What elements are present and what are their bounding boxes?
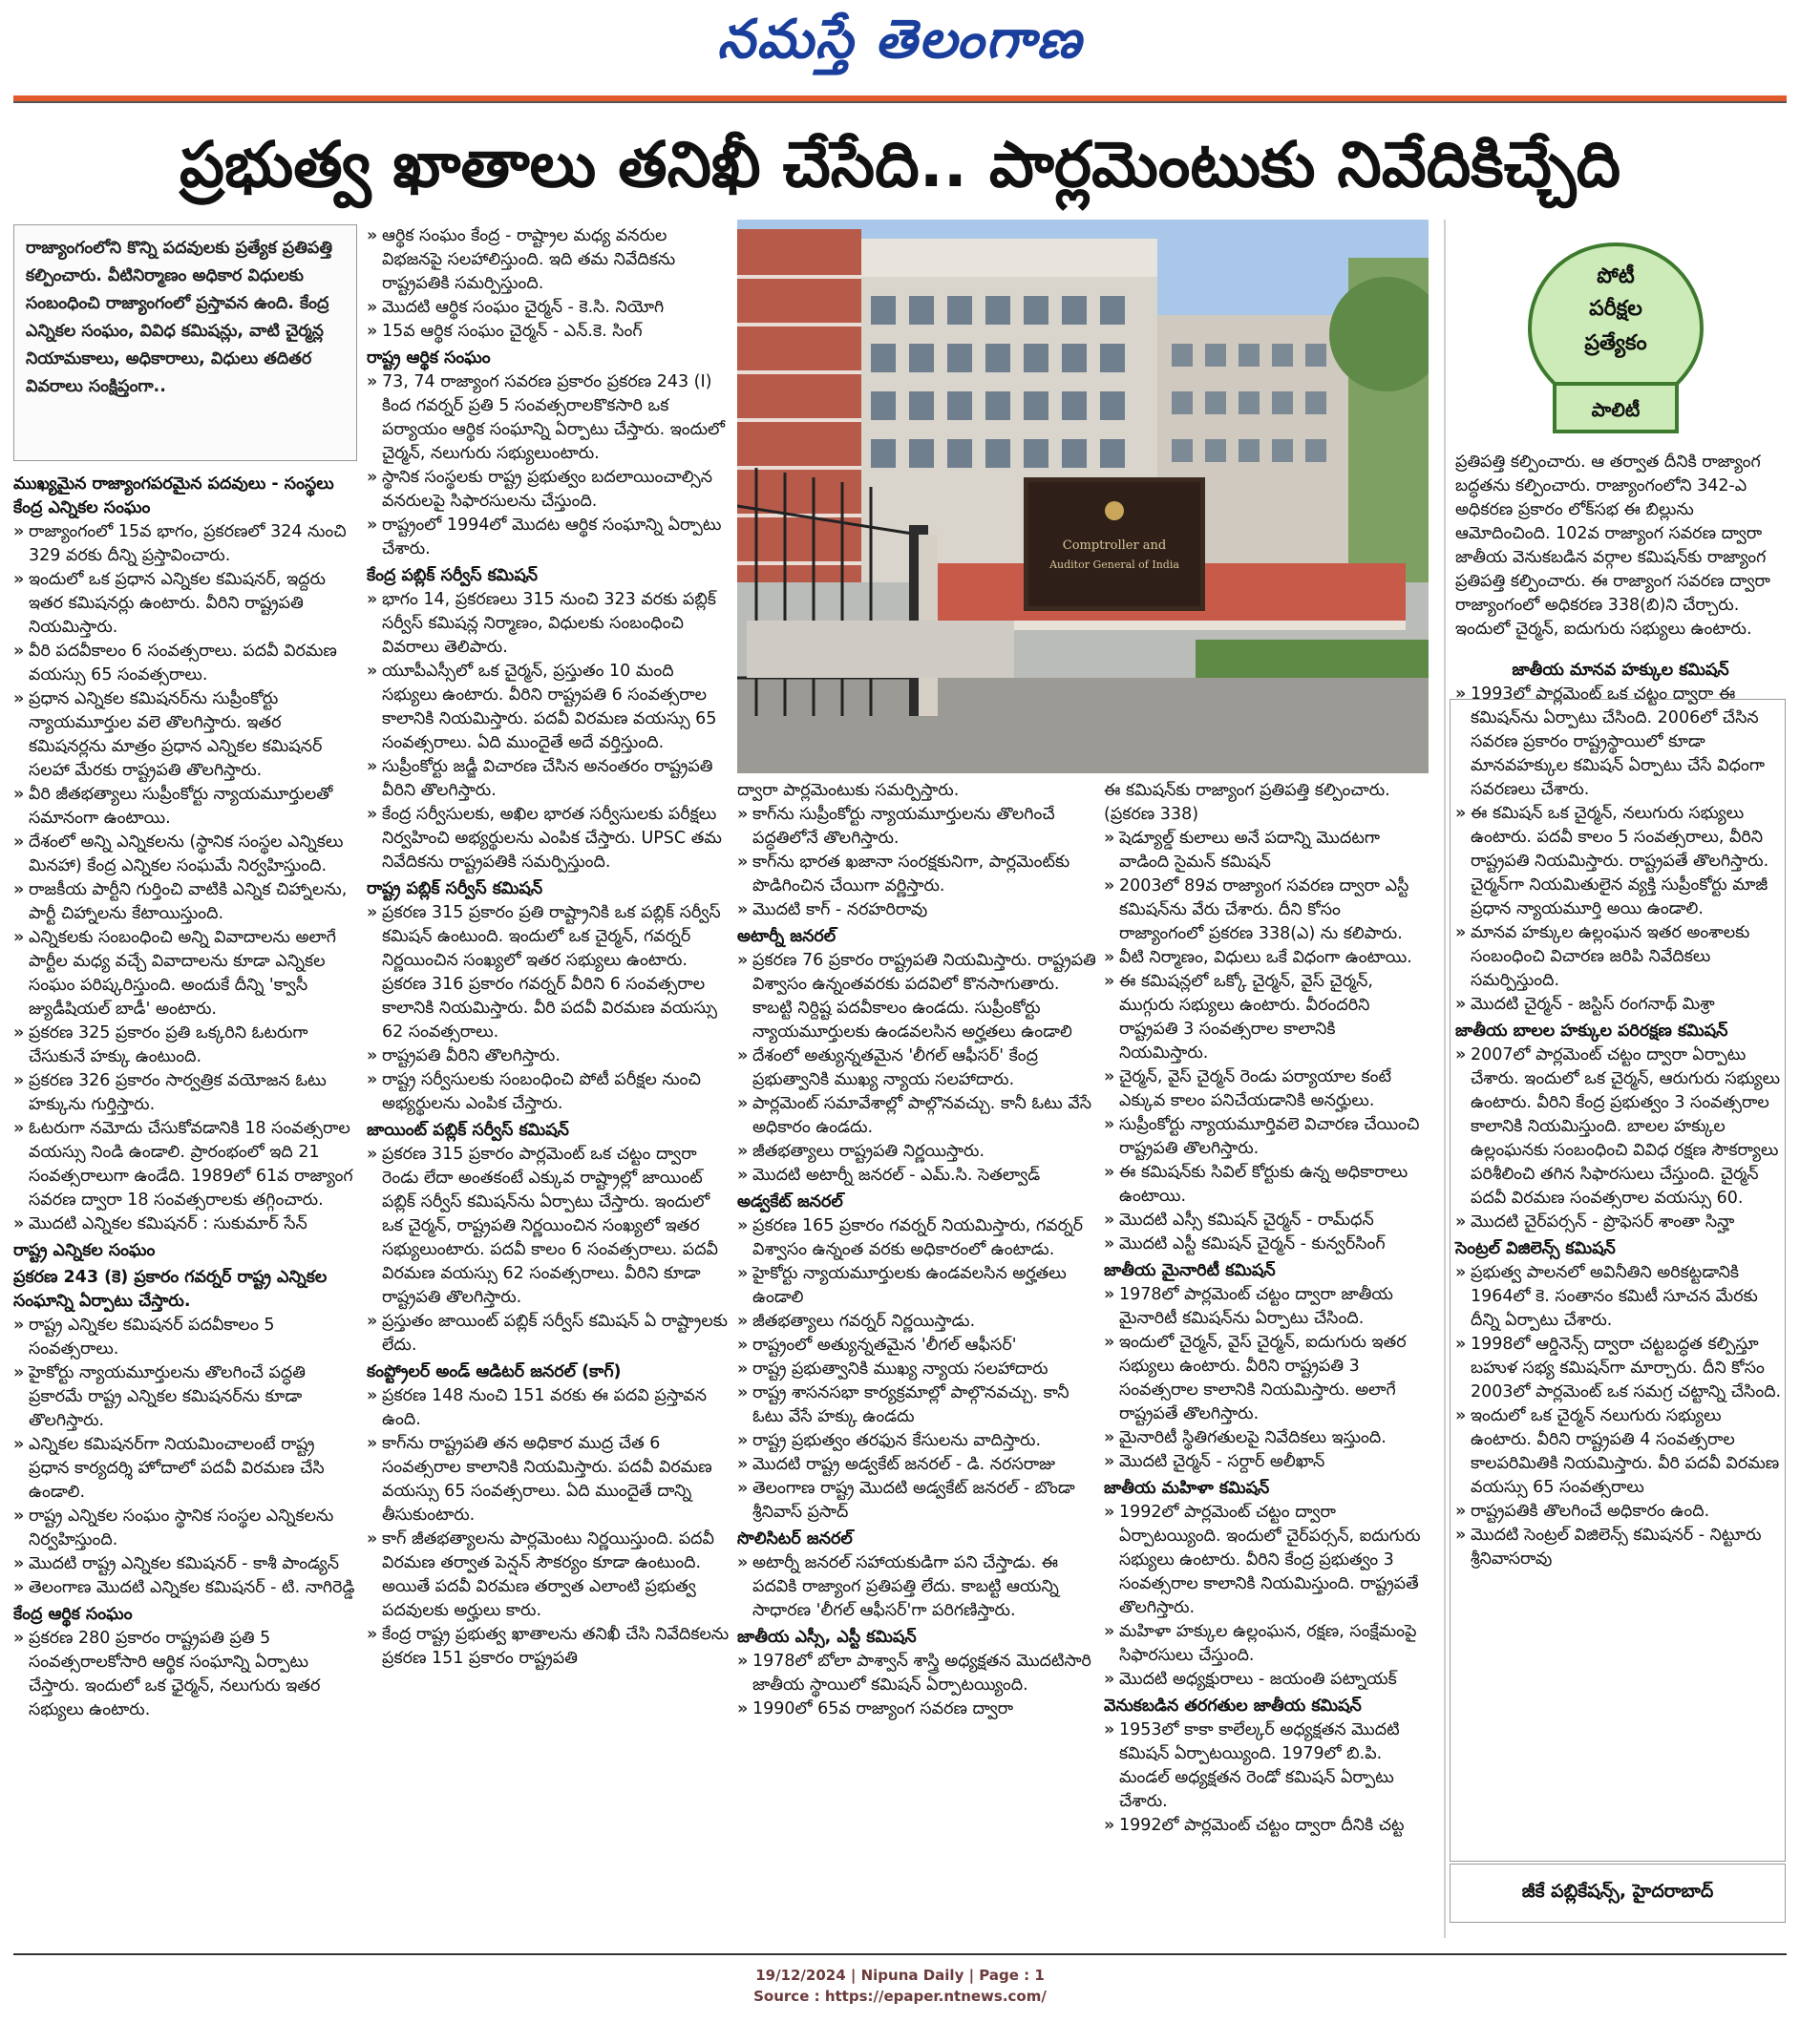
- list-item: » రాష్ట్రంలో అత్యున్నతమైన 'లీగల్ ఆఫీసర్': [737, 1334, 1096, 1358]
- list-item: » రాష్ట్ర ఎన్నికల సంఘం స్థానిక సంస్థల ఎన్నికలను నిర్వహిస్తుంది.: [13, 1505, 357, 1552]
- list-item: » షెడ్యూల్డ్ కులాలు అనే పదాన్ని మొదటగా వాడింది సైమన్ కమిషన్: [1104, 827, 1429, 874]
- list-item: » రాష్ట్ర సర్వీసులకు సంబంధించి పోటీ పరీక్షల నుంచి అభ్యర్థులను ఎంపిక చేస్తారు.: [367, 1068, 730, 1116]
- list-col2-b: [367, 370, 730, 561]
- list-item: » మొదటి రాష్ట్ర ఎన్నికల కమిషనర్ - కాశీ పాండ్యన్: [13, 1552, 357, 1576]
- footer-rule: [13, 1953, 1787, 1955]
- publisher-credit: జీకే పబ్లికేషన్స్, హైదరాబాద్: [1450, 1864, 1786, 1923]
- list-item: » 1953లో కాకా కాలేల్కర్ అధ్యక్షతన మొదటి కమిషన్ ఏర్పాటయ్యింది. 1979లో బి.పి. మండల్ అధ్యక్షతన రెండో కమిషన్ ఏర్పాటు చేశారు.: [1104, 1718, 1429, 1814]
- list-item: » కాగ్‌ను సుప్రీంకోర్టు న్యాయమూర్తులను తొలగించే పద్ధతిలోనే తొలగిస్తారు.: [737, 803, 1096, 851]
- section-heading: జాతీయ మహిళా కమిషన్: [1104, 1479, 1270, 1498]
- list-item: » ప్రకరణ 315 ప్రకారం పార్లమెంట్ ఒక చట్టం ద్వారా రెండు లేదా అంతకంటే ఎక్కువ రాష్ట్రాల్లో జాయింట్ పబ్లిక్ సర్వీస్ కమిషన్‌ను ఏర్పాటు చేస్తారు. ఇందులో ఒక చైర్మన్, రాష్ట్రపతి నిర్ణయించిన సంఖ్యలో ఇతర సభ్యులుంటారు. పదవీ కాలం 6 సంవత్సరాలు. పదవీ విరమణ వయస్సు 62 సంవత్సరాలు. వీరిని కూడా రాష్ట్రపతి తొలగిస్తారు.: [367, 1143, 730, 1310]
- list-col3-a: [737, 803, 1096, 922]
- column-4: [1104, 779, 1429, 1838]
- list-item: » రాష్ట్ర శాసనసభా కార్యక్రమాల్లో పాల్గొనవచ్చు. కానీ ఓటు వేసే హక్కు ఉండదు: [737, 1381, 1096, 1429]
- list-item: » రాజకీయ పార్టీని గుర్తించి వాటికి ఎన్నిక చిహ్నాలను, పార్టీ చిహ్నాలను కేటాయిస్తుంది.: [13, 878, 357, 926]
- list-item: » కాగ్‌ను రాష్ట్రపతి తన అధికార ముద్ర చేత 6 సంవత్సరాల కాలానికి నియమిస్తారు. పదవీ విరమణ వయస్సు 65 సంవత్సరాలు. ఏది ముందైతే దాన్ని తీసుకుంటారు.: [367, 1432, 730, 1528]
- section-heading: అడ్వకేట్ జనరల్: [737, 1192, 843, 1212]
- section-heading: రాష్ట్ర ఆర్థిక సంఘం: [367, 348, 491, 368]
- list-col3-d: [737, 1551, 1096, 1623]
- section-heading: వెనుకబడిన తరగతుల జాతీయ కమిషన్: [1104, 1696, 1362, 1716]
- paragraph: ప్రతిపత్తి కల్పించారు. ఆ తర్వాత దీనికి రాజ్యాంగ బద్ధతను కల్పించారు. రాజ్యాంగంలోని 342-ఎ అధికరణ ప్రకారం లోక్‌సభ ఈ బిల్లును ఆమోదించింది. 102వ రాజ్యాంగ సవరణ ద్వారా జాతీయ వెనుకబడిన వర్గాల కమిషన్‌కు రాజ్యాంగ ప్రతిపత్తి కల్పించారు. ఈ రాజ్యాంగ సవరణ ద్వారా రాజ్యాంగంలో అధికరణ 338(బి)ని చేర్చారు. ఇందులో చైర్మన్, ఐదుగురు సభ్యులు ఉంటారు.: [1455, 453, 1770, 639]
- column-1: [13, 470, 357, 1722]
- page-footer: [0, 1965, 1800, 2007]
- list-item: » ప్రకరణ 280 ప్రకారం రాష్ట్రపతి ప్రతి 5 సంవత్సరాలకోసారి ఆర్థిక సంఘాన్ని ఏర్పాటు చేస్తారు. ఇందులో ఒక ఛైర్మన్, నలుగురు ఇతర సభ్యులు ఉంటారు.: [13, 1627, 357, 1722]
- list-item: » రాజ్యాంగంలో 15వ భాగం, ప్రకరణలో 324 నుంచి 329 వరకు దీన్ని ప్రస్తావించారు.: [13, 520, 357, 568]
- list-col2-f: [367, 1384, 730, 1671]
- list-item: » ప్రస్తుతం జాయింట్ పబ్లిక్ సర్వీస్ కమిషన్ ఏ రాష్ట్రాలకు లేదు.: [367, 1310, 730, 1358]
- list-item: » మొదటి రాష్ట్ర అడ్వకేట్ జనరల్ - డి. నరసరాజు: [737, 1453, 1096, 1477]
- list-item: » ప్రకరణ 165 ప్రకారం గవర్నర్ నియమిస్తారు, గవర్నర్ విశ్వాసం ఉన్నంత వరకు అధికారంలో ఉంటాడు.: [737, 1214, 1096, 1262]
- list-item: » మొదటి కాగ్ - నరహరిరావు: [737, 898, 1096, 922]
- list-col4-d: [1104, 1718, 1429, 1838]
- list-item: » ఎన్నికల కమిషనర్‌గా నియమించాలంటే రాష్ట్ర ప్రధాన కార్యదర్శి హోదాలో పదవీ విరమణ చేసి ఉండాలి.: [13, 1433, 357, 1505]
- list-item: » రాష్ట్రపతి వీరిని తొలగిస్తారు.: [367, 1044, 730, 1068]
- list-item: » మొదటి ఎన్నికల కమిషనర్ : సుకుమార్ సేన్: [13, 1212, 357, 1236]
- list-item: » తెలంగాణ రాష్ట్ర మొదటి అడ్వకేట్ జనరల్ - బొండా శ్రీనివాస్ ప్రసాద్: [737, 1477, 1096, 1525]
- article-headline: ప్రభుత్వ ఖాతాలు తనిఖీ చేసేది.. పార్లమెంటుకు నివేదికిచ్చేది: [179, 128, 1621, 201]
- list-item: » 2007లో పార్లమెంట్ చట్టం ద్వారా ఏర్పాటు చేశారు. ఇందులో ఒక చైర్మన్, ఆరుగురు సభ్యులు ఉంటారు. వీరిని కేంద్ర ప్రభుత్వం 3 సంవత్సరాల కాలానికి నియమిస్తుంది. బాలల హక్కుల ఉల్లంఘనకు సంబంధించి వివిధ రక్షణ సౌకర్యాలు పరిశీలించి తగిన సిఫారసులు చేస్తుంది. చైర్మన్ పదవీ విరమణ సంవత్సరాల వయస్సు 60.: [1455, 1043, 1786, 1211]
- list-item: » ప్రకరణ 326 ప్రకారం సార్వత్రిక వయోజన ఓటు హక్కును గుర్తిస్తారు.: [13, 1069, 357, 1117]
- list-item: » కాగ్ జీతభత్యాలను పార్లమెంటు నిర్ణయిస్తుంది. పదవీ విరమణ తర్వాత పెన్షన్ సౌకర్యం కూడా ఉంటుంది. అయితే పదవీ విరమణ తర్వాత ఎలాంటి ప్రభుత్వ పదవులకు అర్హులు కారు.: [367, 1528, 730, 1623]
- list-item: » మైనారిటీ స్థితిగతులపై నివేదికలు ఇస్తుంది.: [1104, 1426, 1429, 1450]
- list-item: » మొదటి చైర్మన్ - జస్టిస్ రంగనాథ్ మిశ్రా: [1455, 993, 1786, 1017]
- list-col4-c: [1104, 1501, 1429, 1692]
- list-item: » 1993లో పార్లమెంట్ ఒక చట్టం ద్వారా ఈ కమిషన్‌ను ఏర్పాటు చేసింది. 2006లో చేసిన సవరణ ప్రకారం రాష్ట్రస్థాయిలో కూడా మానవహక్కుల కమిషన్ ఏర్పాటు చేసే విధంగా సవరణలు చేశారు.: [1455, 683, 1786, 802]
- building-sign-line-1: Comptroller and: [1062, 538, 1167, 553]
- list-item: » మహిళా హక్కుల ఉల్లంఘన, రక్షణ, సంక్షేమంపై సిఫారసులు చేస్తుంది.: [1104, 1620, 1429, 1668]
- section-heading: కంప్ట్రోలర్ అండ్ ఆడిటర్ జనరల్ (కాగ్): [367, 1362, 622, 1381]
- list-item: » ప్రకరణ 325 ప్రకారం ప్రతి ఒక్కరిని ఓటరుగా చేసుకునే హక్కు ఉంటుంది.: [13, 1022, 357, 1069]
- list-item: » ఈ కమిషన్ ఒక చైర్మన్, నలుగురు సభ్యులు ఉంటారు. పదవీ కాలం 5 సంవత్సరాలు, వీరిని రాష్ట్రపతి నియమిస్తారు. రాష్ట్రపతే తొలగిస్తారు. చైర్మన్‌గా నియమితులైన వ్యక్తి సుప్రీంకోర్టు మాజీ ప్రధాన న్యాయమూర్తి అయి ఉండాలి.: [1455, 802, 1786, 921]
- badge-line-3: ప్రత్యేకం: [1584, 331, 1647, 355]
- list-col5-b: [1455, 1043, 1786, 1234]
- list-item: » రాష్ట్ర ఎన్నికల కమిషనర్ పదవీకాలం 5 సంవత్సరాలు.: [13, 1314, 357, 1361]
- section-heading: రాష్ట్ర ఎన్నికల సంఘం: [13, 1241, 156, 1260]
- list-item: » 15వ ఆర్థిక సంఘం చైర్మన్ - ఎన్.కె. సింగ్: [367, 320, 730, 344]
- list-item: » వీరి పదవీకాలం 6 సంవత్సరాలు. పదవీ విరమణ వయస్సు 65 సంవత్సరాలు.: [13, 640, 357, 687]
- list-item: » వీటి నిర్మాణం, విధులు ఒకే విధంగా ఉంటాయి.: [1104, 946, 1429, 970]
- list-col2-c: [367, 588, 730, 874]
- list-item: » మొదటి అధ్యక్షురాలు - జయంతి పట్నాయక్: [1104, 1668, 1429, 1692]
- list-item: » చైర్మన్, వైస్ చైర్మన్ రెండు పర్యాయాల కంటే ఎక్కువ కాలం పనిచేయడానికి అనర్హులు.: [1104, 1065, 1429, 1113]
- list-item: » రాష్ట్ర ప్రభుత్వానికి ముఖ్య న్యాయ సలహాదారు: [737, 1358, 1096, 1381]
- masthead-rule-thin: [13, 101, 1787, 103]
- list-col3-b: [737, 949, 1096, 1188]
- section-heading: సొలిసిటర్ జనరల్: [737, 1529, 853, 1549]
- section-heading: జాయింట్ పబ్లిక్ సర్వీస్ కమిషన్: [367, 1121, 569, 1140]
- list-col3-c: [737, 1214, 1096, 1525]
- list-item: » అటార్నీ జనరల్ సహాయకుడిగా పని చేస్తాడు. ఈ పదవికి రాజ్యాంగ ప్రతిపత్తి లేదు. కాబట్టి ఆయన్ని సాధారణ 'లీగల్ ఆఫీసర్'గా పరిగణిస్తారు.: [737, 1551, 1096, 1623]
- list-col5-a: [1455, 683, 1786, 1017]
- list-item: » దేశంలో అత్యున్నతమైన 'లీగల్ ఆఫీసర్' కేంద్ర ప్రభుత్వానికి ముఖ్య న్యాయ సలహాదారు.: [737, 1044, 1096, 1092]
- list-col3-e: [737, 1650, 1096, 1721]
- list-item: » రాష్ట్రంలో 1994లో మొదట ఆర్థిక సంఘాన్ని ఏర్పాటు చేశారు.: [367, 514, 730, 561]
- list-item: » భాగం 14, ప్రకరణలు 315 నుంచి 323 వరకు పబ్లిక్ సర్వీస్ కమిషన్ల నిర్మాణం, విధులకు సంబంధించి వివరాలు తెలిపారు.: [367, 588, 730, 660]
- column-divider: [1444, 220, 1446, 1938]
- list-item: » యూపీఎస్సీలో ఒక చైర్మన్, ప్రస్తుతం 10 మంది సభ్యులు ఉంటారు. వీరిని రాష్ట్రపతి 6 సంవత్సరాల కాలానికి నియమిస్తారు. పదవీ విరమణ వయస్సు 65 సంవత్సరాలు. ఏది ముందైతే అదే వర్తిస్తుంది.: [367, 660, 730, 755]
- list-item: » ఎన్నికలకు సంబంధించి అన్ని వివాదాలను అలాగే పార్టీల మధ్య వచ్చే వివాదాలను కూడా ఎన్నికల సంఘం పరిష్కరిస్తుంది. అందుకే దీన్ని 'క్వాసీ జ్యుడీషియల్ బాడీ' అంటారు.: [13, 926, 357, 1022]
- list-item: » మొదటి చైర్మన్ - సర్దార్ అలీఖాన్: [1104, 1450, 1429, 1474]
- list-item: » మొదటి ఎస్సీ కమిషన్ చైర్మన్ - రామ్‌ధన్: [1104, 1209, 1429, 1233]
- section-heading: జాతీయ ఎస్సీ, ఎస్టీ కమిషన్: [737, 1628, 917, 1647]
- building-illustration: [737, 220, 1429, 773]
- section-heading: జాతీయ మైనారిటీ కమిషన్: [1104, 1261, 1276, 1280]
- list-item: » కాగ్‌ను భారత ఖజానా సంరక్షకునిగా, పార్లమెంట్‌కు పొడిగించిన చేయిగా వర్ణిస్తారు.: [737, 851, 1096, 898]
- list-item: » ఈ కమిషన్‌కు సివిల్ కోర్టుకు ఉన్న అధికారాలు ఉంటాయి.: [1104, 1161, 1429, 1209]
- list-item: » ప్రకరణ 76 ప్రకారం రాష్ట్రపతి నియమిస్తారు. రాష్ట్రపతి విశ్వాసం ఉన్నంతవరకు పదవిలో కొనసాగుతారు. కాబట్టి నిర్దిష్ట పదవీకాలం ఉండదు. సుప్రీంకోర్టు న్యాయమూర్తులకు ఉండవలసిన అర్హతలు ఉండాలి: [737, 949, 1096, 1044]
- list-item: » జీతభత్యాలు గవర్నర్ నిర్ణయిస్తాడు.: [737, 1310, 1096, 1334]
- list-col4-b: [1104, 1283, 1429, 1474]
- list-item: » సుప్రీంకోర్టు న్యాయమూర్తివలె విచారణ చేయించి రాష్ట్రపతి తొలగిస్తారు.: [1104, 1113, 1429, 1161]
- list-col1-c: [13, 1627, 357, 1722]
- newspaper-logo: నమస్తే తెలంగాణ: [717, 8, 1083, 71]
- section-heading: రాష్ట్ర పబ్లిక్ సర్వీస్ కమిషన్: [367, 879, 543, 898]
- list-col1-a: [13, 520, 357, 1236]
- list-item: » సుప్రీంకోర్టు జడ్జీ విచారణ చేసిన అనంతరం రాష్ట్రపతి వీరిని తొలగిస్తారు.: [367, 755, 730, 803]
- intro-box: రాజ్యాంగంలోని కొన్ని పదవులకు ప్రత్యేక ప్రతిపత్తి కల్పించారు. వీటినిర్మాణం అధికార విధులకు సంబంధించి రాజ్యాంగంలో ప్రస్తావన ఉంది. కేంద్ర ఎన్నికల సంఘం, వివిధ కమిషన్లు, వాటి చైర్మన్ల నియామకాలు, అధికారాలు, విధులు తదితర వివరాలు సంక్షిప్తంగా..: [13, 224, 357, 461]
- list-col4-a: [1104, 827, 1429, 1256]
- list-item: » కేంద్ర రాష్ట్ర ప్రభుత్వ ఖాతాలను తనిఖీ చేసి నివేదికలను ప్రకరణ 151 ప్రకారం రాష్ట్రపతి: [367, 1623, 730, 1671]
- competitive-exam-special-badge: [1522, 241, 1709, 436]
- list-col2-e: [367, 1143, 730, 1358]
- section-subheading: ప్రకరణ 243 (కె) ప్రకారం గవర్నర్ రాష్ట్ర ఎన్నికల సంఘాన్ని ఏర్పాటు చేస్తారు.: [13, 1268, 328, 1311]
- section-heading: అటార్నీ జనరల్: [737, 927, 836, 946]
- section-heading: జాతీయ మానవ హక్కుల కమిషన్: [1512, 661, 1729, 680]
- list-item: » 2003లో 89వ రాజ్యాంగ సవరణ ద్వారా ఎస్టీ కమిషన్‌ను వేరు చేశారు. దీని కోసం రాజ్యాంగంలో ప్రకరణ 338(ఎ) ను కలిపారు.: [1104, 874, 1429, 946]
- badge-line-1: పోటీ: [1597, 264, 1635, 288]
- list-item: » మొదటి ఎస్టీ కమిషన్ చైర్మన్ - కున్వర్‌సింగ్: [1104, 1233, 1429, 1256]
- list-item: » దేశంలో అన్ని ఎన్నికలను (స్థానిక సంస్థల ఎన్నికలు మినహా) కేంద్ర ఎన్నికల సంఘమే నిర్వహిస్తుంది.: [13, 831, 357, 878]
- list-item: » 1978లో బోలా పాశ్వాన్ శాస్త్రి అధ్యక్షతన మొదటిసారి జాతీయ స్థాయిలో కమిషన్ ఏర్పాటయ్యింది.: [737, 1650, 1096, 1697]
- list-item: » రాష్ట్రపతికి తొలగించే అధికారం ఉంది.: [1455, 1500, 1786, 1524]
- footer-date-line: 19/12/2024 | Nipuna Daily | Page : 1: [755, 1967, 1045, 1984]
- column-2: [367, 224, 730, 1671]
- list-item: » 1998లో ఆర్డినెన్స్ ద్వారా చట్టబద్ధత కల్పిస్తూ బహుళ సభ్య కమిషన్‌గా మార్చారు. దీని కోసం 2003లో పార్లమెంట్ ఒక సమగ్ర చట్టాన్ని చేసింది.: [1455, 1333, 1786, 1404]
- list-item: » రాష్ట్ర ప్రభుత్వం తరఫున కేసులను వాదిస్తారు.: [737, 1429, 1096, 1453]
- paragraph: ఈ కమిషన్‌కు రాజ్యాంగ ప్రతిపత్తి కల్పించారు. (ప్రకరణ 338): [1104, 781, 1390, 824]
- section-heading: ముఖ్యమైన రాజ్యాంగపరమైన పదవులు - సంస్థలు కేంద్ర ఎన్నికల సంఘం: [13, 474, 334, 517]
- list-item: » హైకోర్టు న్యాయమూర్తులను తొలగించే పద్ధతి ప్రకారమే రాష్ట్ర ఎన్నికల కమిషనర్‌ను కూడా తొలగిస్తారు.: [13, 1361, 357, 1433]
- paragraph: ద్వారా పార్లమెంటుకు సమర్పిస్తారు.: [737, 781, 960, 800]
- list-item: » 1992లో పార్లమెంట్ చట్టం ద్వారా దీనికి చట్ట: [1104, 1814, 1429, 1838]
- masthead: [0, 0, 1800, 95]
- list-item: » తెలంగాణ మొదటి ఎన్నికల కమిషనర్ - టి. నాగిరెడ్డి: [13, 1576, 357, 1600]
- list-item: » ఇందులో ఒక ప్రధాన ఎన్నికల కమిషనర్, ఇద్దరు ఇతర కమిషనర్లు ఉంటారు. వీరిని రాష్ట్రపతి నియమిస్తారు.: [13, 568, 357, 640]
- list-item: » మొదటి సెంట్రల్ విజిలెన్స్ కమిషనర్ - నిట్టూరు శ్రీనివాసరావు: [1455, 1524, 1786, 1571]
- list-item: » మొదటి అటార్నీ జనరల్ - ఎమ్.సి. సెతల్వాడ్: [737, 1164, 1096, 1188]
- list-item: » జీతభత్యాలు రాష్ట్రపతి నిర్ణయిస్తారు.: [737, 1140, 1096, 1164]
- list-item: » ఈ కమిషన్లలో ఒక్కో చైర్మన్, వైస్ చైర్మన్, ముగ్గురు సభ్యులు ఉంటారు. వీరందరిని రాష్ట్రపతి 3 సంవత్సరాల కాలానికి నియమిస్తారు.: [1104, 970, 1429, 1065]
- list-item: » పార్లమెంట్ సమావేశాల్లో పాల్గొనవచ్చు. కానీ ఓటు వేసే అధికారం ఉండదు.: [737, 1092, 1096, 1140]
- list-col2-a: [367, 224, 730, 344]
- section-heading: సెంట్రల్ విజిలెన్స్ కమిషన్: [1455, 1239, 1616, 1258]
- list-item: » వీరి జీతభత్యాలు సుప్రీంకోర్టు న్యాయమూర్తులతో సమానంగా ఉంటాయి.: [13, 783, 357, 831]
- list-item: » ఆర్థిక సంఘం కేంద్ర - రాష్ట్రాల మధ్య వనరుల విభజనపై సలహాలిస్తుంది. ఇది తమ నివేదికను రాష్ట్రపతికి సమర్పిస్తుంది.: [367, 224, 730, 296]
- list-item: » హైకోర్టు న్యాయమూర్తులకు ఉండవలసిన అర్హతలు ఉండాలి: [737, 1262, 1096, 1310]
- footer-source-line: Source : https://epaper.ntnews.com/: [753, 1988, 1047, 2005]
- section-heading: జాతీయ బాలల హక్కుల పరిరక్షణ కమిషన్: [1455, 1022, 1728, 1041]
- badge-line-4: పాలిటీ: [1591, 398, 1641, 421]
- section-heading: కేంద్ర పబ్లిక్ సర్వీస్ కమిషన్: [367, 566, 539, 585]
- list-item: » 1990లో 65వ రాజ్యాంగ సవరణ ద్వారా: [737, 1697, 1096, 1721]
- badge-shape: [1522, 241, 1709, 436]
- cag-building-photo: [737, 220, 1429, 773]
- list-item: » కేంద్ర సర్వీసులకు, అఖిల భారత సర్వీసులకు పరీక్షలు నిర్వహించి అభ్యర్థులను ఎంపిక చేస్తారు. UPSC తమ నివేదికను రాష్ట్రపతికి సమర్పిస్తుంది.: [367, 803, 730, 874]
- list-item: » ఇందులో చైర్మన్, వైస్ చైర్మన్, ఐదుగురు ఇతర సభ్యులు ఉంటారు. వీరిని రాష్ట్రపతి 3 సంవత్సరాల కాలానికి నియమిస్తారు. అలాగే రాష్ట్రపతే తొలగిస్తారు.: [1104, 1331, 1429, 1426]
- list-col5-c: [1455, 1261, 1786, 1571]
- list-col1-b: [13, 1314, 357, 1600]
- list-item: » మొదటి చైర్‌పర్సన్ - ప్రొఫెసర్ శాంతా సిన్హా: [1455, 1211, 1786, 1234]
- list-item: » 73, 74 రాజ్యాంగ సవరణ ప్రకారం ప్రకరణ 243 (I) కింద గవర్నర్ ప్రతి 5 సంవత్సరాలకొకసారి ఒక పర్యాయం ఆర్థిక సంఘాన్ని ఏర్పాటు చేస్తారు. ఇందులో చైర్మన్, నలుగురు సభ్యులుంటారు.: [367, 370, 730, 466]
- list-item: » ప్రధాన ఎన్నికల కమిషనర్‌ను సుప్రీంకోర్టు న్యాయమూర్తుల వలె తొలగిస్తారు. ఇతర కమిషనర్లను మాత్రం ప్రధాన ఎన్నికల కమిషనర్ సలహా మేరకు రాష్ట్రపతి తొలగిస్తారు.: [13, 687, 357, 783]
- list-item: » ప్రకరణ 315 ప్రకారం ప్రతి రాష్ట్రానికి ఒక పబ్లిక్ సర్వీస్ కమిషన్ ఉంటుంది. ఇందులో ఒక చైర్మన్, గవర్నర్ నిర్ణయించిన సంఖ్యలో ఇతర సభ్యులు ఉంటారు. ప్రకరణ 316 ప్రకారం గవర్నర్ వీరిని 6 సంవత్సరాల కాలానికి నియమిస్తారు. వీరి పదవీ విరమణ వయస్సు 62 సంవత్సరాలు.: [367, 901, 730, 1044]
- list-item: » ఓటరుగా నమోదు చేసుకోవడానికి 18 సంవత్సరాల వయస్సు నిండి ఉండాలి. ప్రారంభంలో ఇది 21 సంవత్సరాలుగా ఉండేది. 1989లో 61వ రాజ్యాంగ సవరణ ద్వారా 18 సంవత్సరాలకు తగ్గించారు.: [13, 1117, 357, 1212]
- list-item: » ఇందులో ఒక చైర్మన్ నలుగురు సభ్యులు ఉంటారు. వీరిని రాష్ట్రపతి 4 సంవత్సరాల కాలపరిమితికి నియమిస్తారు. వీరి పదవీ విరమణ వయస్సు 65 సంవత్సరాలు: [1455, 1404, 1786, 1500]
- building-sign-line-2: Auditor General of India: [1049, 558, 1179, 571]
- column-3: [737, 779, 1096, 1721]
- list-item: » ప్రభుత్వ పాలనలో అవినీతిని అరికట్టడానికి 1964లో కె. సంతానం కమిటీ సూచన మేరకు దీన్ని ఏర్పాటు చేశారు.: [1455, 1261, 1786, 1333]
- list-item: » 1978లో పార్లమెంట్ చట్టం ద్వారా జాతీయ మైనారిటీ కమిషన్‌ను ఏర్పాటు చేసింది.: [1104, 1283, 1429, 1331]
- list-item: » స్థానిక సంస్థలకు రాష్ట్ర ప్రభుత్వం బదలాయించాల్సిన వనరులపై సిఫారసులను చేస్తుంది.: [367, 466, 730, 514]
- list-item: » మొదటి ఆర్థిక సంఘం చైర్మన్ - కె.సి. నియోగి: [367, 296, 730, 320]
- list-item: » ప్రకరణ 148 నుంచి 151 వరకు ఈ పదవి ప్రస్తావన ఉంది.: [367, 1384, 730, 1432]
- column-5: [1455, 451, 1786, 1571]
- badge-line-2: పరీక్షల: [1589, 297, 1642, 321]
- list-item: » 1992లో పార్లమెంట్ చట్టం ద్వారా ఏర్పాటయ్యింది. ఇందులో చైర్‌పర్సన్, ఐదుగురు సభ్యులు ఉంటారు. వీరిని కేంద్ర ప్రభుత్వం 3 సంవత్సరాల కాలానికి నియమిస్తుంది. రాష్ట్రపతే తొలగిస్తారు.: [1104, 1501, 1429, 1620]
- section-heading: కేంద్ర ఆర్థిక సంఘం: [13, 1605, 133, 1624]
- list-col2-d: [367, 901, 730, 1116]
- list-item: » మానవ హక్కుల ఉల్లంఘన ఇతర అంశాలకు సంబంధించి విచారణ జరిపి నివేదికలు సమర్పిస్తుంది.: [1455, 921, 1786, 993]
